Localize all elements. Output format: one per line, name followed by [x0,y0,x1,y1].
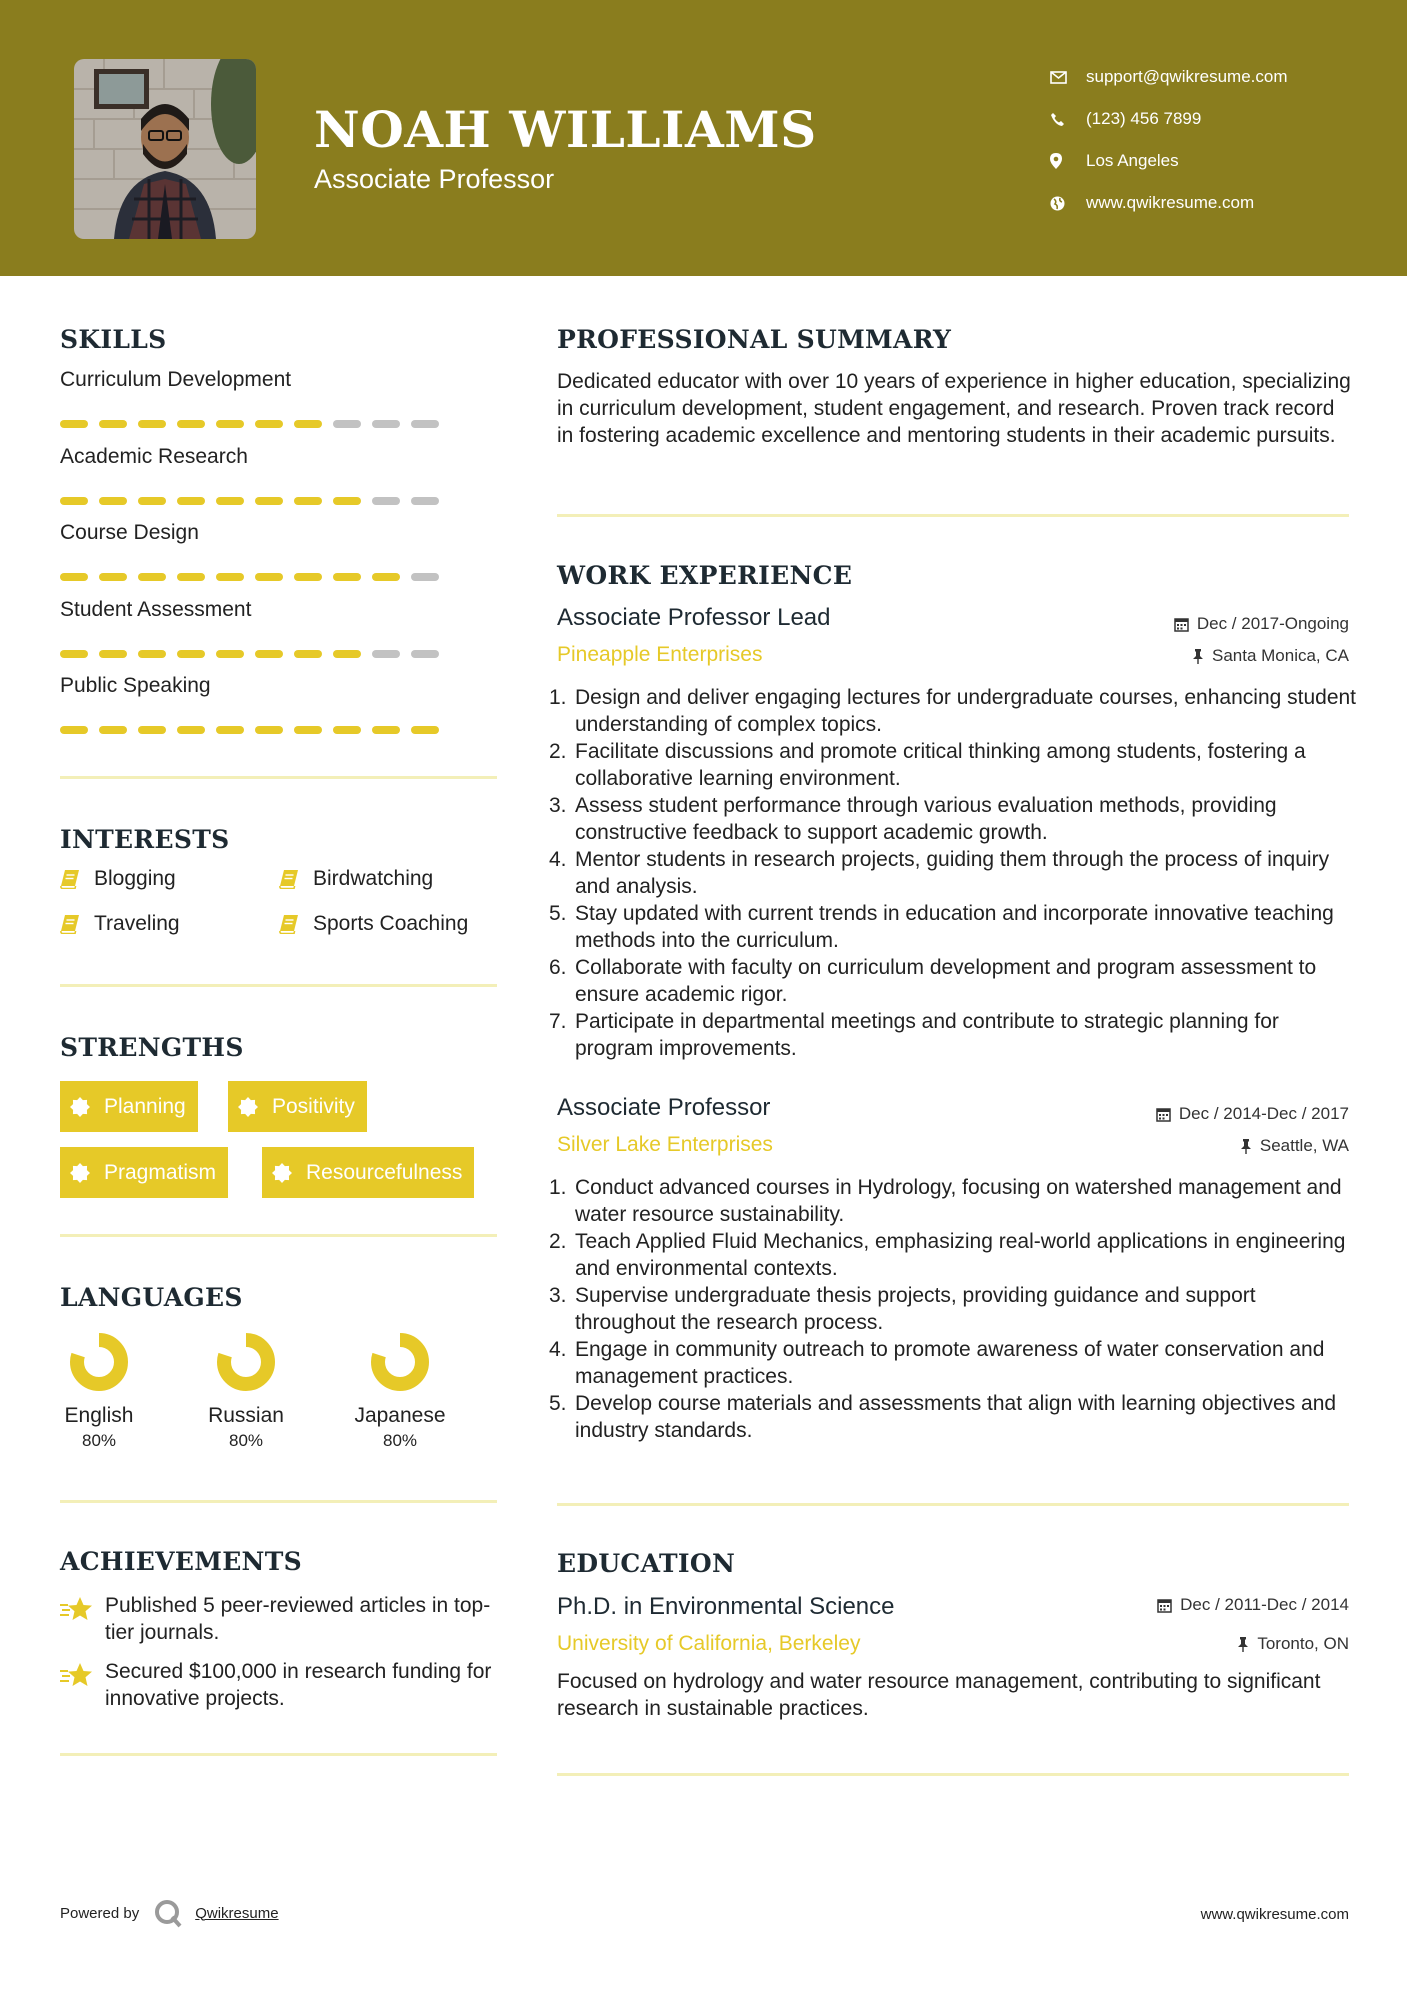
skill-name: Academic Research [60,444,248,468]
skill-dash-filled [216,497,244,505]
language-progress-ring [214,1330,278,1394]
skill-dash-filled [60,420,88,428]
skill-dash-filled [99,420,127,428]
skill-dash-filled [294,726,322,734]
skill-dash-filled [177,650,205,658]
badge-icon [272,1163,306,1183]
section-divider [60,984,497,987]
skill-dash-filled [177,573,205,581]
envelope-icon [1050,71,1086,84]
phone-icon [1050,112,1086,127]
skill-dash-filled [294,420,322,428]
education-description: Focused on hydrology and water resource management, contributing to significant research in sustainable practices. [557,1670,1321,1720]
job-responsibilities [549,684,1357,1062]
skill-level-bar [60,420,439,428]
responsibility-item: 4. Mentor students in research projects, guiding them through the process of inquiry and analysis. [549,848,1330,898]
responsibility-item: 5. Stay updated with current trends in education and incorporate innovative teaching methods into the curriculum. [549,902,1334,952]
achievements-heading: ACHIEVEMENTS [60,1547,302,1576]
candidate-name: NOAH WILLIAMS [314,100,817,159]
skill-dash-filled [60,497,88,505]
interest-item: Traveling [60,912,180,936]
book-icon [279,869,313,889]
skill-dash-filled [294,497,322,505]
achievement-item: Secured $100,000 in research funding for innovative projects. [60,1658,500,1712]
skill-level-bar [60,726,439,734]
skill-dash-filled [216,573,244,581]
skill-dash-filled [372,726,400,734]
skill-dash-filled [138,726,166,734]
summary-text: Dedicated educator with over 10 years of experience in higher education, specializing in curriculum development, student engagement, and research. Proven track record in fostering academic excellence and mentoring students in their academic pursuits. [557,370,1351,447]
skill-level-bar [60,497,439,505]
responsibility-item: 2. Teach Applied Fluid Mechanics, emphasizing real-world applications in engineering and environmental contexts. [549,1230,1346,1280]
pushpin-icon [1192,649,1204,664]
calendar-icon [1174,617,1189,632]
qwikresume-logo-icon [153,1898,183,1928]
section-divider [60,1753,497,1756]
skill-dash-filled [138,497,166,505]
skill-dash-filled [372,573,400,581]
skill-dash-filled [333,497,361,505]
skill-dash-filled [60,650,88,658]
skill-dash-filled [177,726,205,734]
responsibility-item: 6. Collaborate with faculty on curriculum development and program assessment to ensure academic rigor. [549,956,1317,1006]
language-progress-ring [368,1330,432,1394]
map-marker-icon [1050,153,1086,169]
company-name: Pineapple Enterprises [557,643,763,666]
skill-dash-filled [177,420,205,428]
profile-photo [74,59,256,239]
skill-dash-filled [216,420,244,428]
skill-dash-filled [411,726,439,734]
skill-name: Public Speaking [60,674,211,697]
section-divider [557,1503,1349,1506]
experience-heading: WORK EXPERIENCE [557,561,853,590]
section-divider [60,776,497,779]
language-percent: 80% [81,1431,117,1450]
job-title: Associate Professor [557,1094,771,1121]
pushpin-icon [1240,1139,1252,1154]
interests-heading: INTERESTS [60,825,230,854]
skill-name: Student Assessment [60,597,252,621]
skill-dash-filled [255,573,283,581]
skill-dash-empty [333,420,361,428]
skill-dash-filled [99,497,127,505]
skill-name: Curriculum Development [60,368,292,391]
qwikresume-link[interactable]: Qwikresume [195,1904,279,1922]
skill-dash-empty [372,420,400,428]
skill-dash-filled [138,650,166,658]
skill-dash-filled [333,650,361,658]
responsibility-item: 1. Design and deliver engaging lectures for undergraduate courses, enhancing student understanding of complex topics. [549,686,1357,736]
skill-dash-empty [372,497,400,505]
job-dates: Dec / 2017-Ongoing [1174,614,1349,634]
badge-icon [70,1163,104,1183]
summary-heading: PROFESSIONAL SUMMARY [557,325,952,354]
language-name: Russian [208,1404,284,1427]
language-item [186,1330,306,1451]
job-responsibilities [549,1174,1357,1444]
skill-dash-empty [411,650,439,658]
candidate-role: Associate Professor [314,164,555,194]
skill-dash-empty [411,420,439,428]
contact-location: Los Angeles [1050,140,1288,182]
skill-dash-filled [255,420,283,428]
star-icon [60,1592,105,1646]
skill-dash-filled [333,573,361,581]
language-percent: 80% [228,1431,264,1450]
interest-item: Sports Coaching [279,912,468,936]
skill-dash-filled [255,650,283,658]
skill-dash-filled [255,497,283,505]
education-heading: EDUCATION [557,1549,736,1578]
responsibility-item: 2. Facilitate discussions and promote critical thinking among students, fostering a collaborative learning environment. [549,740,1306,790]
responsibility-item: 1. Conduct advanced courses in Hydrology, focusing on watershed management and water resource sustainability. [549,1176,1342,1226]
footer-website[interactable]: www.qwikresume.com [1200,1906,1349,1923]
calendar-icon [1156,1107,1171,1122]
section-divider [60,1500,497,1503]
skill-dash-empty [411,497,439,505]
book-icon [60,869,94,889]
job-location: Santa Monica, CA [1192,646,1349,666]
education-dates: Dec / 2011-Dec / 2014 [1157,1595,1349,1615]
skill-dash-empty [372,650,400,658]
language-item [39,1330,159,1451]
strengths-heading: STRENGTHS [60,1033,244,1062]
skill-dash-filled [99,726,127,734]
contact-website[interactable]: www.qwikresume.com [1050,182,1288,224]
interest-item: Blogging [60,867,176,891]
skill-dash-filled [333,726,361,734]
skill-dash-filled [99,573,127,581]
footer-powered-by: Powered by Qwikresume [60,1898,279,1928]
badge-icon [238,1097,272,1117]
contact-list [1050,56,1288,224]
strength-tag: Positivity [228,1081,367,1132]
badge-icon [70,1097,104,1117]
skills-heading: SKILLS [60,325,167,354]
skill-dash-filled [294,573,322,581]
language-progress-ring [67,1330,131,1394]
resume-header [0,0,1407,276]
company-name: Silver Lake Enterprises [557,1133,773,1156]
school-name: University of California, Berkeley [557,1632,861,1655]
responsibility-item: 3. Assess student performance through various evaluation methods, providing constructive feedback to support academic growth. [549,794,1277,844]
skill-dash-filled [255,726,283,734]
contact-phone[interactable]: (123) 456 7899 [1050,98,1288,140]
job-location: Seattle, WA [1240,1136,1349,1156]
responsibility-item: 3. Supervise undergraduate thesis projects, providing guidance and support throughout the research process. [549,1284,1256,1334]
book-icon [279,914,313,934]
languages-heading: LANGUAGES [60,1283,243,1312]
responsibility-item: 5. Develop course materials and assessments that align with learning objectives and industry standards. [549,1392,1337,1442]
language-name: Japanese [354,1404,446,1427]
skill-name: Course Design [60,521,199,544]
responsibility-item: 7. Participate in departmental meetings and contribute to strategic planning for program improvements. [549,1010,1279,1060]
language-percent: 80% [382,1431,418,1450]
skill-level-bar [60,650,439,658]
star-icon [60,1658,105,1712]
skill-dash-filled [216,726,244,734]
achievement-item: Published 5 peer-reviewed articles in top-tier journals. [60,1592,500,1646]
strength-tag: Pragmatism [60,1147,228,1198]
contact-email[interactable]: support@qwikresume.com [1050,56,1288,98]
section-divider [557,1773,1349,1776]
skill-level-bar [60,573,439,581]
skill-dash-empty [411,573,439,581]
interest-item: Birdwatching [279,867,433,891]
skill-dash-filled [177,497,205,505]
responsibility-item: 4. Engage in community outreach to promote awareness of water conservation and management practices. [549,1338,1325,1388]
book-icon [60,914,94,934]
skill-dash-filled [216,650,244,658]
skill-dash-filled [60,726,88,734]
skill-dash-filled [60,573,88,581]
pushpin-icon [1237,1637,1249,1652]
globe-icon [1050,196,1086,211]
language-item [340,1330,460,1451]
education-location: Toronto, ON [1237,1634,1349,1654]
skill-dash-filled [99,650,127,658]
skill-dash-filled [138,573,166,581]
degree-title: Ph.D. in Environmental Science [557,1593,895,1620]
strength-tag: Planning [60,1081,198,1132]
language-name: English [64,1404,134,1427]
skill-dash-filled [294,650,322,658]
calendar-icon [1157,1598,1172,1613]
section-divider [557,514,1349,517]
section-divider [60,1234,497,1237]
strength-tag: Resourcefulness [262,1147,474,1198]
job-dates: Dec / 2014-Dec / 2017 [1156,1104,1349,1124]
skill-dash-filled [138,420,166,428]
job-title: Associate Professor Lead [557,604,831,631]
